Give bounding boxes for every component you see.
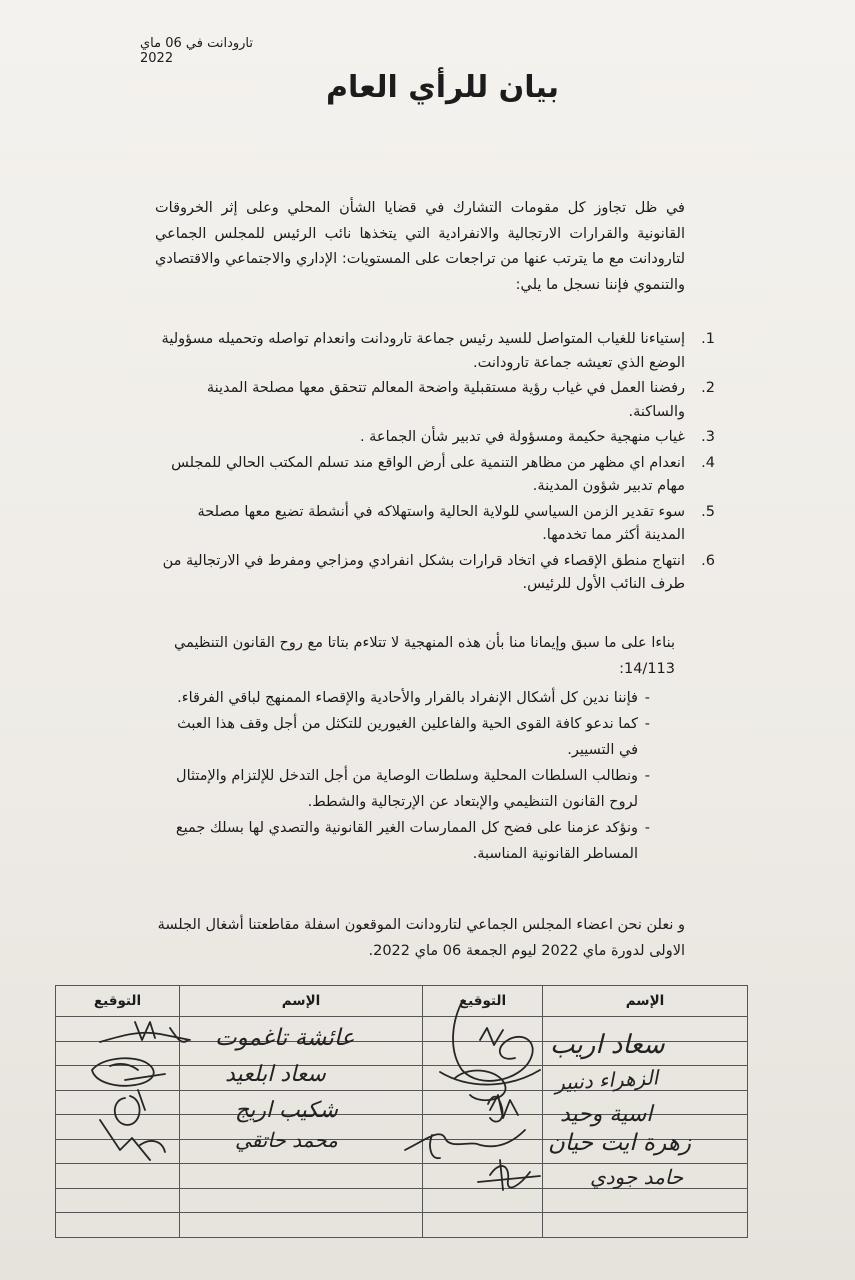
list-item (155, 377, 715, 424)
list-item (170, 711, 650, 763)
list-item-number: 4. (701, 454, 715, 471)
handwritten-name: عائشة تاغموت (215, 1025, 355, 1051)
handwritten-name: الزهراء دنبير (554, 1065, 659, 1095)
list-item (155, 328, 715, 375)
header-name-1: الإسم (543, 986, 748, 1017)
list-item (170, 763, 650, 815)
demands-list (170, 685, 650, 867)
handwritten-name: محمد حاتقي (235, 1128, 338, 1152)
list-item-number: 5. (701, 503, 715, 520)
list-item (155, 426, 715, 450)
dash-marker: - (644, 768, 650, 784)
date-line: تارودانت في 06 ماي 2022 (140, 36, 254, 66)
list-item (170, 685, 650, 711)
list-item-number: 2. (701, 380, 715, 396)
handwritten-name: سعاد اريب (550, 1030, 665, 1060)
list-item-text: ونؤكد عزمنا على فضح كل الممارسات الغير القانونية والتصدي لها بسلك جميع المساطر القانونية المناسبة. (175, 820, 638, 862)
list-item (155, 501, 715, 548)
list-item-text: انتهاج منطق الإقصاء في اتخاد قرارات بشكل انفرادي ومزاجي ومفرط في الارتجالية من طرف النائب الأول للرئيس. (162, 552, 685, 592)
conclusion-paragraph: بناءا على ما سبق وإيمانا منا بأن هذه المنهجية لا تتلاءم بتاتا مع روح القانون التنظيمي 14/113: (174, 635, 675, 677)
dash-marker: - (644, 820, 650, 836)
list-item-text: غياب منهجية حكيمة ومسؤولة في تدبير شأن الجماعة . (359, 429, 685, 445)
header-signature-1: التوقيع (423, 986, 543, 1017)
dash-marker: - (644, 716, 650, 732)
list-item-number: 6. (701, 552, 715, 569)
dash-marker: - (644, 690, 650, 706)
handwritten-name: حامد جودي (590, 1165, 684, 1189)
list-item (155, 452, 715, 499)
table-row (56, 1213, 748, 1238)
handwritten-name: سعاد ابلعيد (225, 1062, 326, 1087)
handwritten-name: اسية وحيد (560, 1102, 653, 1127)
header-name-2: الإسم (180, 986, 423, 1017)
list-item-text: كما ندعو كافة القوى الحية والفاعلين الغيورين للتكثل من أجل وقف هذا العبث في التسيير. (177, 716, 638, 758)
list-item-text: ونطالب السلطات المحلية وسلطات الوصاية من أجل التدخل للإلتزام والإمتثال لروح القانون التنظيمي والإبتعاد عن الإرتجالية والشطط. (176, 768, 638, 810)
table-row (56, 1188, 748, 1213)
list-item (155, 550, 715, 597)
points-list (155, 328, 715, 599)
list-item (170, 815, 650, 867)
list-item-text: سوء تقدير الزمن السياسي للولاية الحالية واستهلاكه في أنشطة تضيع معها مصلحة المدينة أكثر مما تخدمها. (197, 503, 685, 543)
handwritten-name: زهرة ايت حيان (548, 1130, 692, 1156)
handwritten-name: شكيب اريج (235, 1098, 338, 1123)
list-item-text: رفضنا العمل في غياب رؤية مستقبلية واضحة المعالم تتحقق معها مصلحة المدينة والساكنة. (206, 380, 685, 420)
table-header-row (56, 986, 748, 1017)
list-item-text: إستياءنا للغياب المتواصل للسيد رئيس جماعة تارودانت وانعدام تواصله وتحميله مسؤولية الوضع الذي تعيشه جماعة تارودانت. (161, 331, 685, 371)
list-item-text: فإننا ندين كل أشكال الإنفراد بالقرار والأحادية والإقصاء الممنهج لباقي الفرقاء. (177, 690, 638, 706)
closing-paragraph: و نعلن نحن اعضاء المجلس الجماعي لتارودانت الموقعون اسفلة مقاطعتنا أشغال الجلسة الاولى لدورة ماي 2022 ليوم الجمعة 06 ماي 2022. (157, 917, 685, 959)
list-item-number: 3. (701, 429, 715, 445)
list-item-number: 1. (701, 331, 715, 347)
list-item-text: انعدام اي مظهر من مظاهر التنمية على أرض الواقع مند تسلم المكتب الحالي للمجلس مهام تدبير شؤون المدينة. (171, 454, 685, 494)
header-signature-2: التوقيع (56, 986, 180, 1017)
page-title: بيان للرأي العام (326, 70, 559, 105)
intro-paragraph: في ظل تجاوز كل مقومات التشارك في قضايا الشأن المحلي وعلى إثر الخروقات القانونية والقرارات الارتجالية والانفرادية التي يتخذها نائب الرئيس للمجلس الجماعي لتارودانت مع ما يترتب عنها من تراجعات على المستويات: الإداري والاجتماعي والاقتصادي والتنموي فإننا نسجل ما يلي: (155, 200, 685, 293)
